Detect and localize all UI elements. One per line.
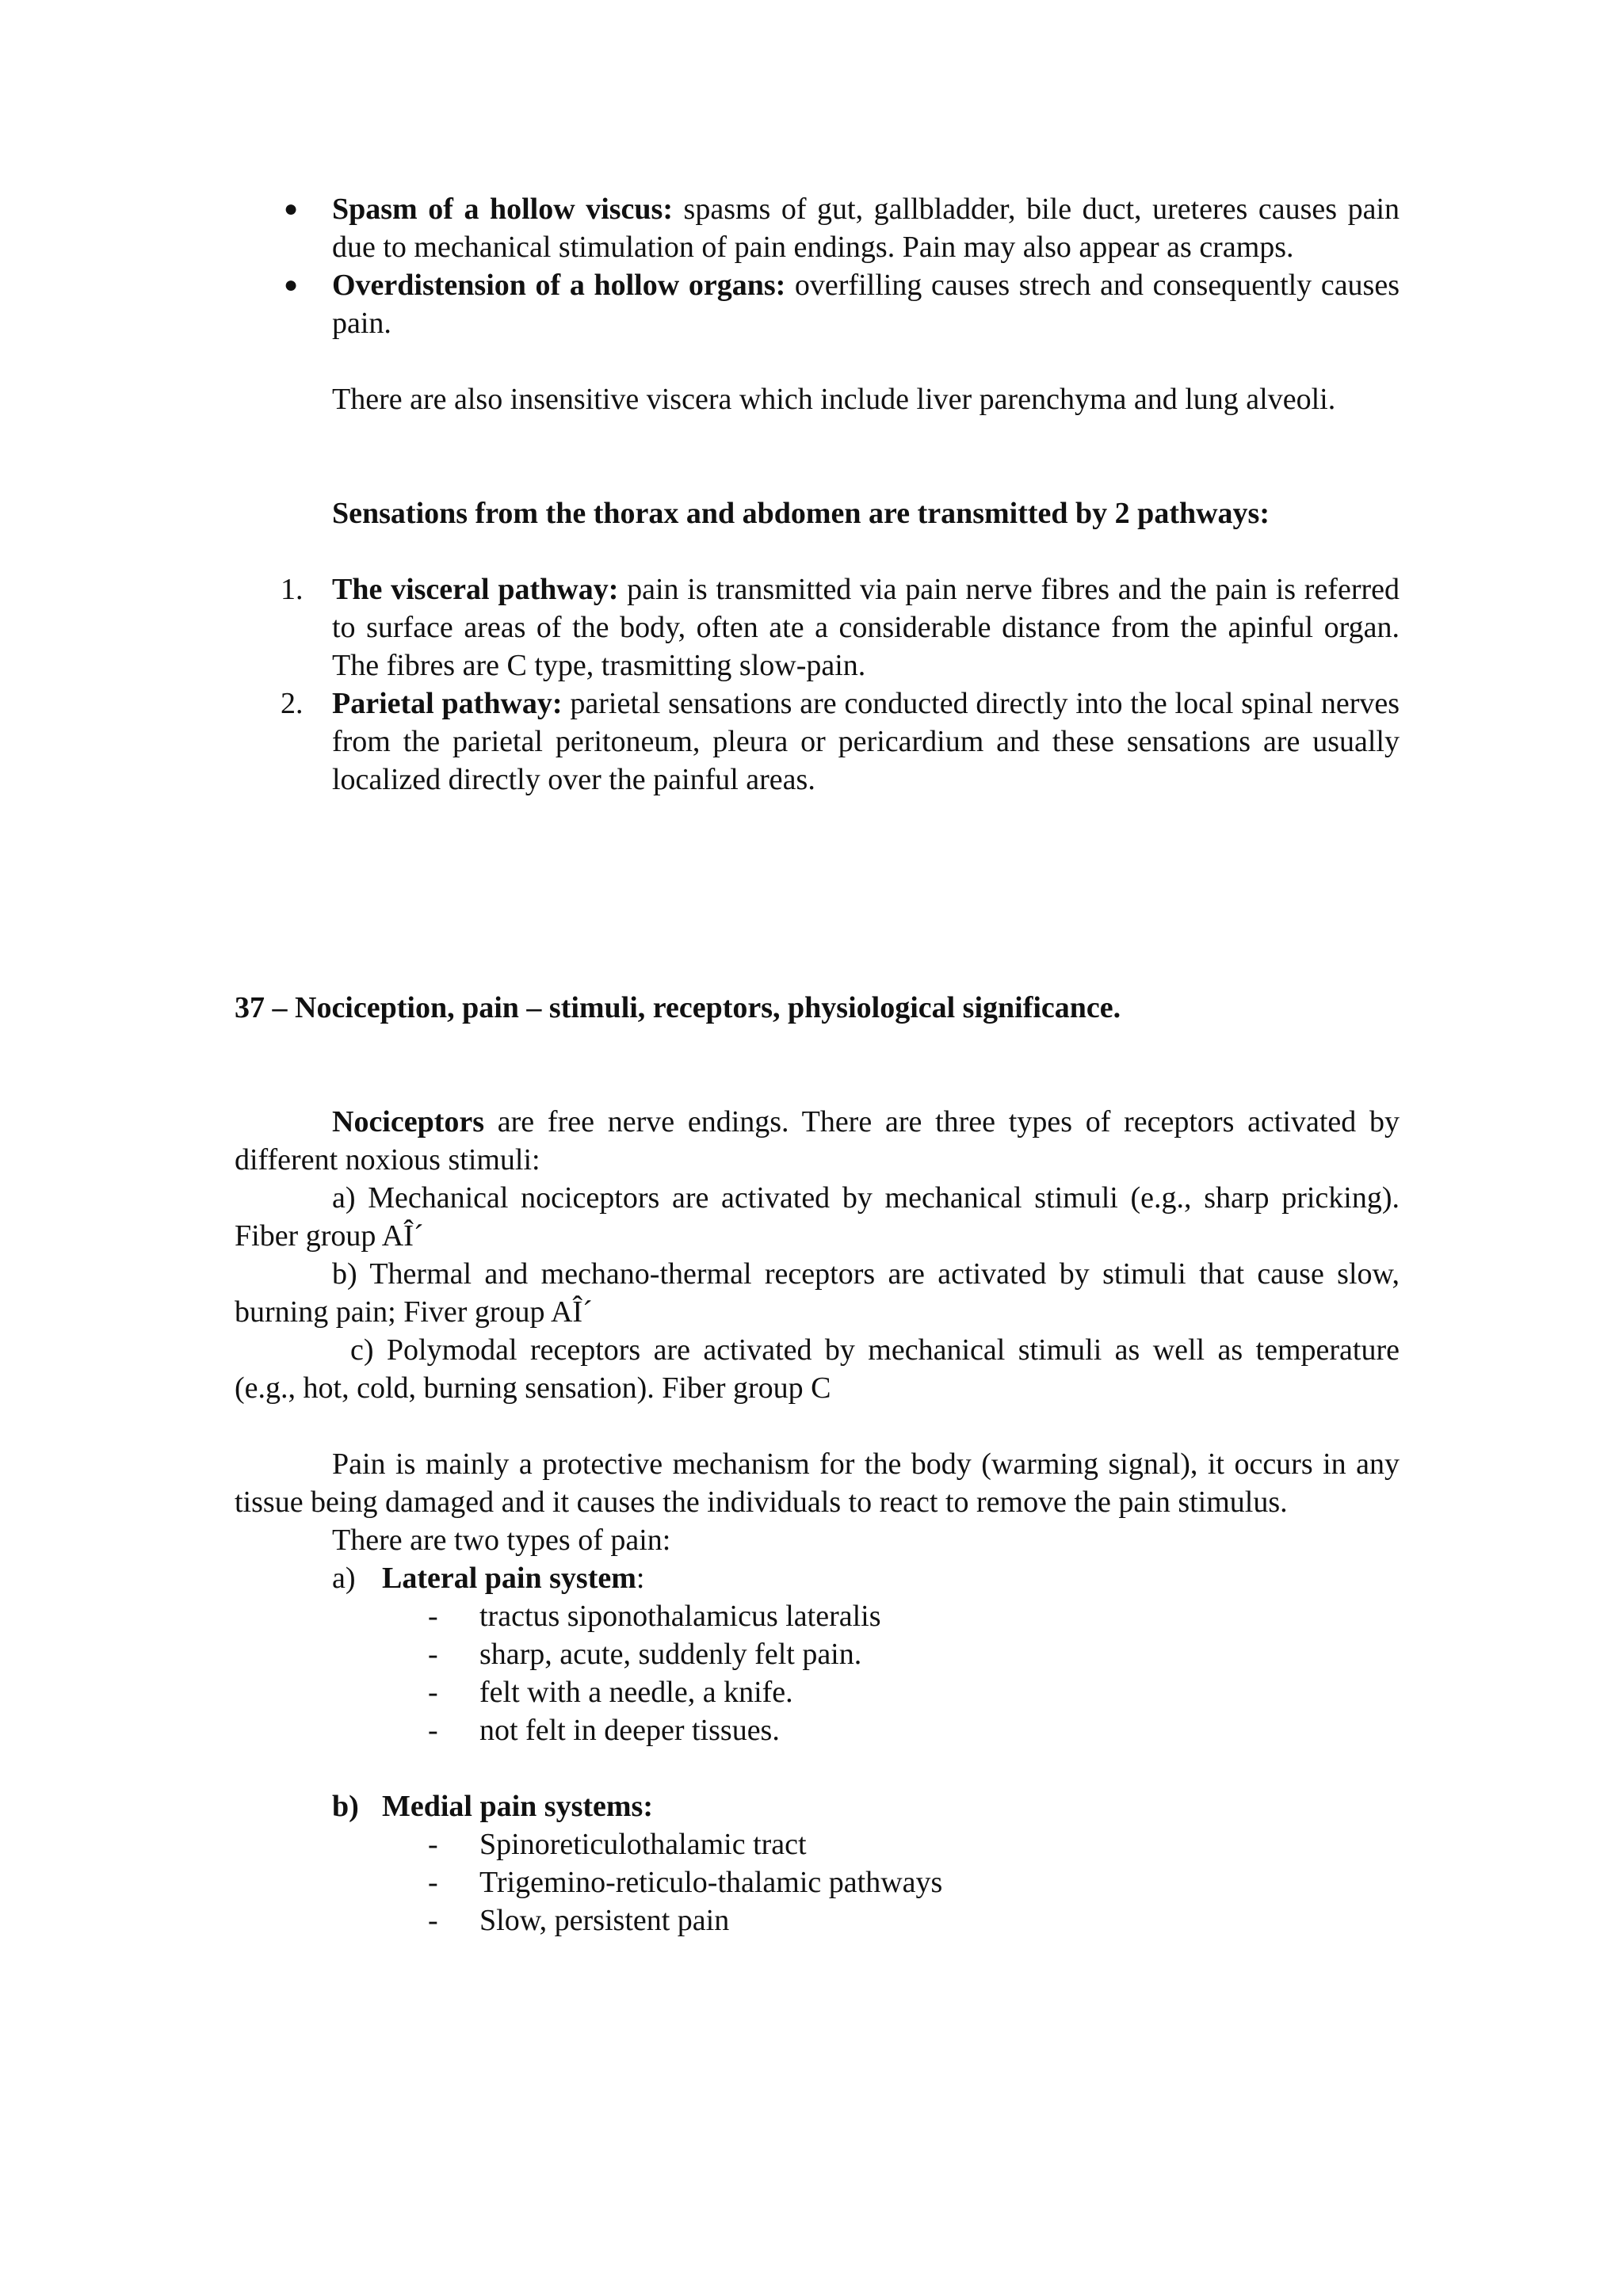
list-item — [235, 570, 1400, 685]
heading-suffix: : — [636, 1562, 645, 1595]
definition: spasms of gut, gallbladder, bile duct, ureteres causes pain due to mechanical stimulation of pain endings. Pain may also appear as cramps. — [332, 193, 1400, 264]
alpha-marker: b) — [332, 1790, 359, 1823]
definition: parietal sensations are conducted directly into the local spinal nerves from the parietal peritoneum, pleura or pericardium and these sensations are usually localized directly over the painful areas. — [332, 687, 1400, 796]
item-text: Trigemino-reticulo-thalamic pathways — [479, 1866, 943, 1899]
number-marker: 2. — [281, 687, 304, 720]
item-text: sharp, acute, suddenly felt pain. — [479, 1638, 862, 1671]
dash-marker: - — [428, 1714, 438, 1747]
pain-paragraph: Pain is mainly a protective mechanism for the body (warming signal), it occurs in any tissue being damaged and it causes the individuals to react to remove the pain stimulus. — [235, 1447, 1400, 1519]
list-item — [235, 1635, 1400, 1673]
term: Nociceptors — [332, 1105, 485, 1138]
list-item — [235, 685, 1400, 799]
receptor-type-a: a) Mechanical nociceptors are activated by mechanical stimuli (e.g., sharp pricking). Fiber group AÎ´ — [235, 1181, 1400, 1253]
list-item — [235, 1825, 1400, 1863]
document-page — [235, 190, 1400, 1939]
item-text: not felt in deeper tissues. — [479, 1714, 780, 1747]
lateral-pain-heading — [235, 1559, 1400, 1597]
bullet-list — [235, 190, 1400, 342]
medial-pain-list — [235, 1825, 1400, 1939]
receptor-type-c: c) Polymodal receptors are activated by mechanical stimuli as well as temperature (e.g., hot, cold, burning sensation). Fiber group C — [235, 1333, 1400, 1405]
list-item — [235, 1711, 1400, 1749]
alpha-marker: a) — [332, 1562, 356, 1595]
bullet-marker: ● — [284, 196, 299, 222]
term: Parietal pathway: — [332, 687, 563, 720]
item-text: felt with a needle, a knife. — [479, 1676, 793, 1709]
pathways-heading: Sensations from the thorax and abdomen are transmitted by 2 pathways: — [332, 497, 1270, 530]
nociceptors-paragraph — [235, 1103, 1400, 1179]
number-marker: 1. — [281, 573, 304, 606]
dash-marker: - — [428, 1866, 438, 1899]
term: Spasm of a hollow viscus: — [332, 193, 673, 226]
two-types-line: There are two types of pain: — [332, 1524, 671, 1557]
list-item — [235, 1673, 1400, 1711]
item-text: Spinoreticulothalamic tract — [479, 1828, 807, 1861]
item-text: tractus siponothalamicus lateralis — [479, 1600, 881, 1633]
definition: overfilling causes strech and consequently causes pain. — [332, 269, 1400, 340]
list-item — [235, 190, 1400, 266]
item-text: Slow, persistent pain — [479, 1904, 730, 1937]
medial-pain-heading — [235, 1787, 1400, 1825]
dash-marker: - — [428, 1600, 438, 1633]
list-item — [235, 1901, 1400, 1939]
lateral-pain-list — [235, 1597, 1400, 1749]
dash-marker: - — [428, 1828, 438, 1861]
bullet-marker: ● — [284, 272, 299, 298]
insensitive-viscera-paragraph: There are also insensitive viscera which include liver parenchyma and lung alveoli. — [332, 383, 1336, 416]
receptor-type-b: b) Thermal and mechano-thermal receptors are activated by stimuli that cause slow, burning pain; Fiver group AÎ´ — [235, 1257, 1400, 1329]
section-title: 37 – Nociception, pain – stimuli, receptors, physiological significance. — [235, 991, 1121, 1024]
list-item — [235, 1863, 1400, 1901]
term: Overdistension of a hollow organs: — [332, 269, 786, 302]
dash-marker: - — [428, 1904, 438, 1937]
list-item — [235, 266, 1400, 342]
pathways-list — [235, 570, 1400, 799]
dash-marker: - — [428, 1676, 438, 1709]
heading-text: Medial pain systems: — [382, 1790, 653, 1823]
list-item — [235, 1597, 1400, 1635]
term: The visceral pathway: — [332, 573, 619, 606]
definition: are free nerve endings. There are three types of receptors activated by different noxious stimuli: — [235, 1105, 1400, 1177]
definition: pain is transmitted via pain nerve fibres and the pain is referred to surface areas of the body, often ate a considerable distance from the apinful organ. The fibres are C type, trasmitting slow-pain. — [332, 573, 1400, 682]
heading-text: Lateral pain system — [382, 1562, 636, 1595]
dash-marker: - — [428, 1638, 438, 1671]
